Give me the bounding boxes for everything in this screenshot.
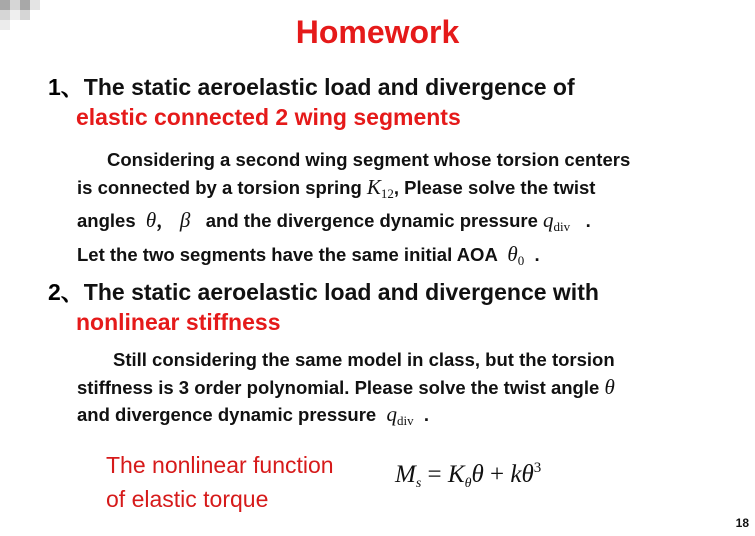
spring-sub: 12 (380, 185, 394, 201)
q-symbol-2: q (386, 402, 397, 426)
theta-symbol: θ (145, 208, 157, 232)
section1-title-black: The static aeroelastic load and divergence of (83, 74, 575, 100)
section2-line2 (77, 374, 615, 402)
page-number: 18 (735, 516, 749, 530)
formula-term1-sub: θ (464, 476, 472, 491)
section1-line4-pre: Let the two segments have the same initial AOA (77, 243, 498, 265)
formula-lhs-sub: s (415, 476, 422, 491)
comma: ， (156, 210, 175, 231)
formula-term1: K (447, 461, 465, 488)
section1-line3-pre: angles (77, 210, 136, 231)
formula-plus: + (483, 461, 511, 488)
section1-line4 (77, 241, 630, 275)
section1-line4-end: . (534, 243, 540, 265)
section2-number: 2、 (48, 279, 84, 305)
formula-term2-exp: 3 (533, 460, 542, 476)
section1-line3-mid: and the divergence dynamic pressure (205, 210, 538, 231)
section2-heading (48, 277, 599, 337)
spring-k: K (366, 174, 381, 199)
q-div-symbol-2 (387, 402, 414, 426)
section2-line3-pre: and divergence dynamic pressure (77, 404, 377, 425)
section2-body (77, 347, 615, 435)
section1-line2 (77, 174, 630, 208)
section1-title-red: elastic connected 2 wing segments (76, 104, 461, 130)
section2-title-black: The static aeroelastic load and divergence with (83, 279, 599, 305)
q-div-symbol (543, 208, 570, 232)
section1-number: 1、 (48, 74, 84, 100)
spring-symbol (367, 175, 394, 199)
section1-line2-text: is connected by a torsion spring (77, 176, 362, 198)
formula-eq: = (421, 461, 448, 488)
section2-line1: Still considering the same model in class, but the torsion (113, 349, 615, 370)
section1-line1: Considering a second wing segment whose torsion centers (107, 149, 631, 170)
section1-body (77, 147, 630, 274)
formula-term1-var: θ (471, 461, 484, 488)
q-sub-2: div (397, 413, 414, 428)
section1-line3 (77, 207, 630, 241)
theta-symbol-2: θ (604, 374, 615, 399)
formula-lhs: M (395, 461, 416, 488)
section2-line2-pre: stiffness is 3 order polynomial. Please solve the twist angle (77, 376, 600, 398)
theta0-symbol (507, 242, 524, 266)
section1-line3-end: . (585, 210, 591, 231)
nonlinear-note (106, 448, 334, 516)
q-sub: div (553, 219, 571, 234)
section2-line3-end: . (423, 404, 430, 425)
theta0-sub: 0 (517, 252, 525, 268)
section2-line3 (77, 401, 615, 435)
theta0: θ (507, 241, 518, 266)
beta-symbol: β (179, 208, 191, 232)
section2-title-red: nonlinear stiffness (76, 309, 281, 335)
section1-line2-post: , Please solve the twist (393, 176, 596, 198)
torque-formula (395, 460, 541, 492)
note-line1: The nonlinear function (106, 452, 334, 478)
section1-heading (48, 72, 575, 132)
note-line2: of elastic torque (106, 486, 269, 512)
slide-title: Homework (295, 14, 460, 50)
formula-term2: kθ (510, 461, 534, 488)
q-symbol: q (543, 208, 554, 232)
